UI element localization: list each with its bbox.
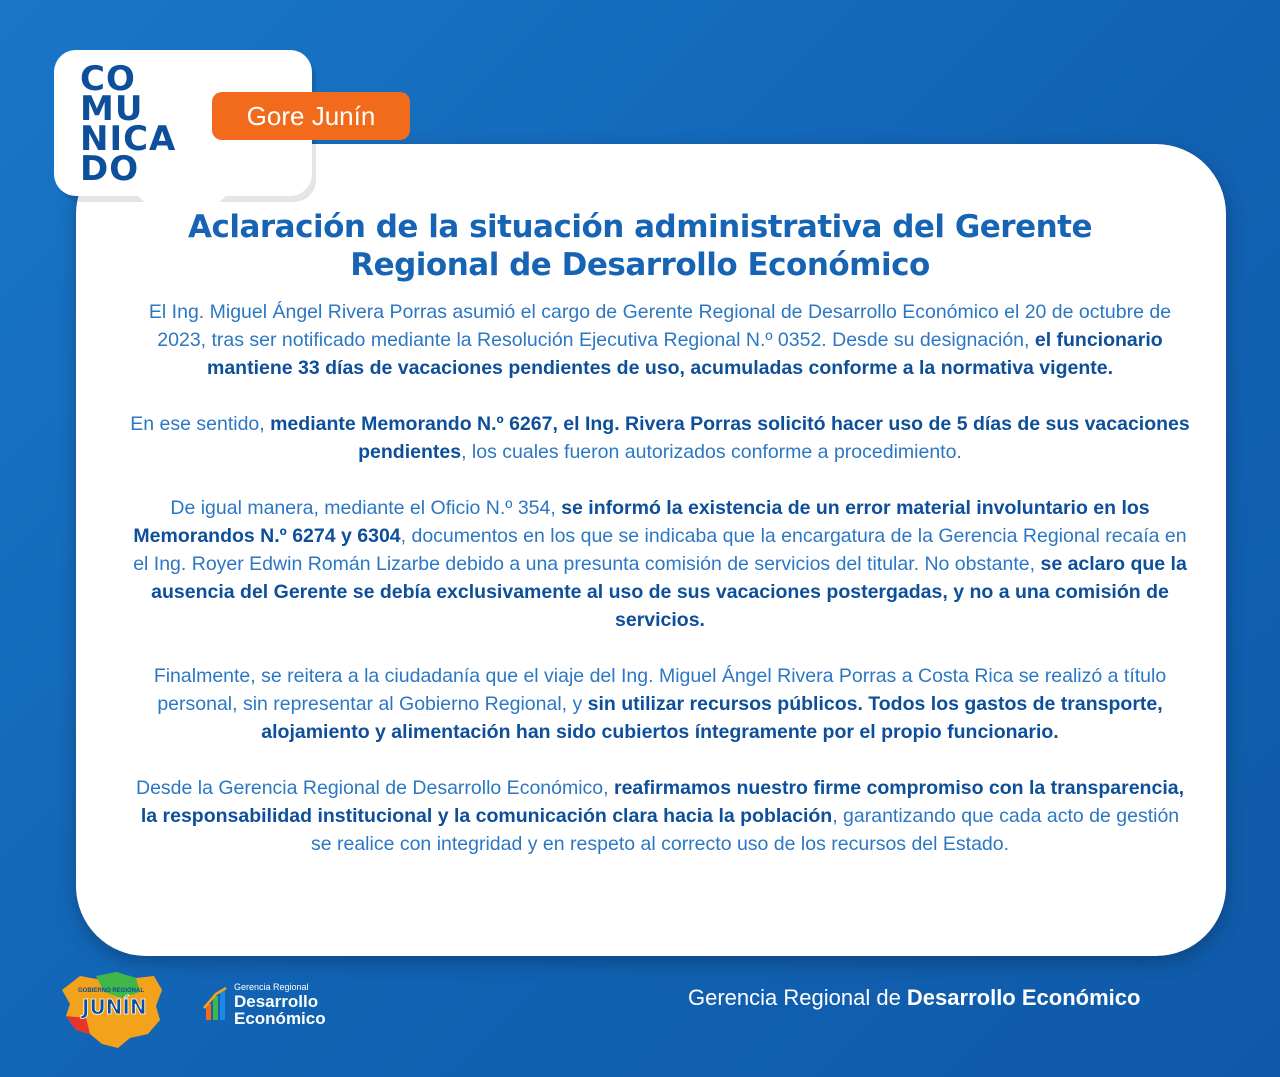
text-segment: En ese sentido, — [130, 413, 271, 435]
paragraph — [130, 494, 1190, 634]
text-segment: El Ing. Miguel Ángel Rivera Porras asumió el cargo de Gerente Regional de Desarrollo Económico el 20 de octubre de 2023, tras ser notificado mediante la Resolución Ejecutiva Regional N.º 0352. Desde su designación, — [148, 301, 1172, 351]
bold-segment: se aclaro que la ausencia del Gerente se debía exclusivamente al uso de sus vacaciones postergadas, y no a una comisión de servicios. — [151, 553, 1187, 631]
footer-bold: Desarrollo Económico — [906, 985, 1141, 1010]
body-text — [130, 298, 1190, 886]
text-segment: De igual manera, mediante el Oficio N.º 354, — [170, 497, 562, 519]
bold-segment: mediante Memorando N.º 6267, el Ing. Rivera Porras solicitó hacer uso de 5 días de sus vacaciones pendientes — [270, 413, 1190, 463]
logo2-line2: Económico — [234, 1009, 326, 1028]
comunicado-line: NICA — [80, 119, 177, 159]
bold-segment: el funcionario mantiene 33 días de vacaciones pendientes de uso, acumuladas conforme a la normativa vigente. — [207, 329, 1163, 379]
bold-segment: se informó la existencia de un error material involuntario en los Memorandos N.º 6274 y 6304 — [133, 497, 1150, 547]
bold-segment: sin utilizar recursos públicos. Todos los gastos de transporte, alojamiento y alimentación han sido cubiertos íntegramente por el propio funcionario. — [261, 693, 1163, 743]
comunicado-label — [80, 59, 177, 189]
logo1-big-text: JUNÍN — [82, 995, 147, 1019]
footer-signature — [688, 984, 1140, 1012]
logo2-small: Gerencia Regional — [234, 982, 309, 992]
comunicado-line: DO — [80, 149, 140, 189]
text-segment: Desde la Gerencia Regional de Desarrollo Económico, — [135, 777, 614, 799]
logo2-line1: Desarrollo — [234, 992, 319, 1011]
text-segment: , los cuales fueron autorizados conforme a procedimiento. — [461, 441, 962, 463]
text-segment: Finalmente, se reitera a la ciudadanía que el viaje del Ing. Miguel Ángel Rivera Porras a Costa Rica se realizó a título personal, sin representar al Gobierno Regional, y — [153, 665, 1167, 715]
paragraph — [130, 298, 1190, 382]
gerencia-desarrollo-logo-text — [234, 982, 326, 1027]
footer-regular: Gerencia Regional de — [688, 985, 907, 1010]
comunicado-line: MU — [80, 89, 144, 129]
paragraph — [130, 662, 1190, 746]
page-title: Aclaración de la situación administrativa del Gerente Regional de Desarrollo Económico — [187, 209, 1093, 283]
gobierno-regional-junin-logo — [56, 968, 376, 1052]
comunicado-line: CO — [80, 59, 136, 99]
logo1-small-text: GOBIERNO REGIONAL — [78, 988, 145, 994]
paragraph — [130, 410, 1190, 466]
paragraph — [130, 774, 1190, 858]
text-segment: , documentos en los que se indicaba que la encargatura de la Gerencia Regional recaía en el Ing. Royer Edwin Román Lizarbe debido a una presunta comisión de servicios del titular. No obstante, — [133, 525, 1187, 575]
text-segment: , garantizando que cada acto de gestión se realice con integridad y en respeto al correcto uso de los recursos del Estado. — [310, 805, 1180, 855]
gore-junin-tag: Gore Junín — [212, 92, 410, 140]
bold-segment: reafirmamos nuestro firme compromiso con la transparencia, la responsabilidad institucional y la comunicación clara hacia la población — [140, 777, 1184, 827]
